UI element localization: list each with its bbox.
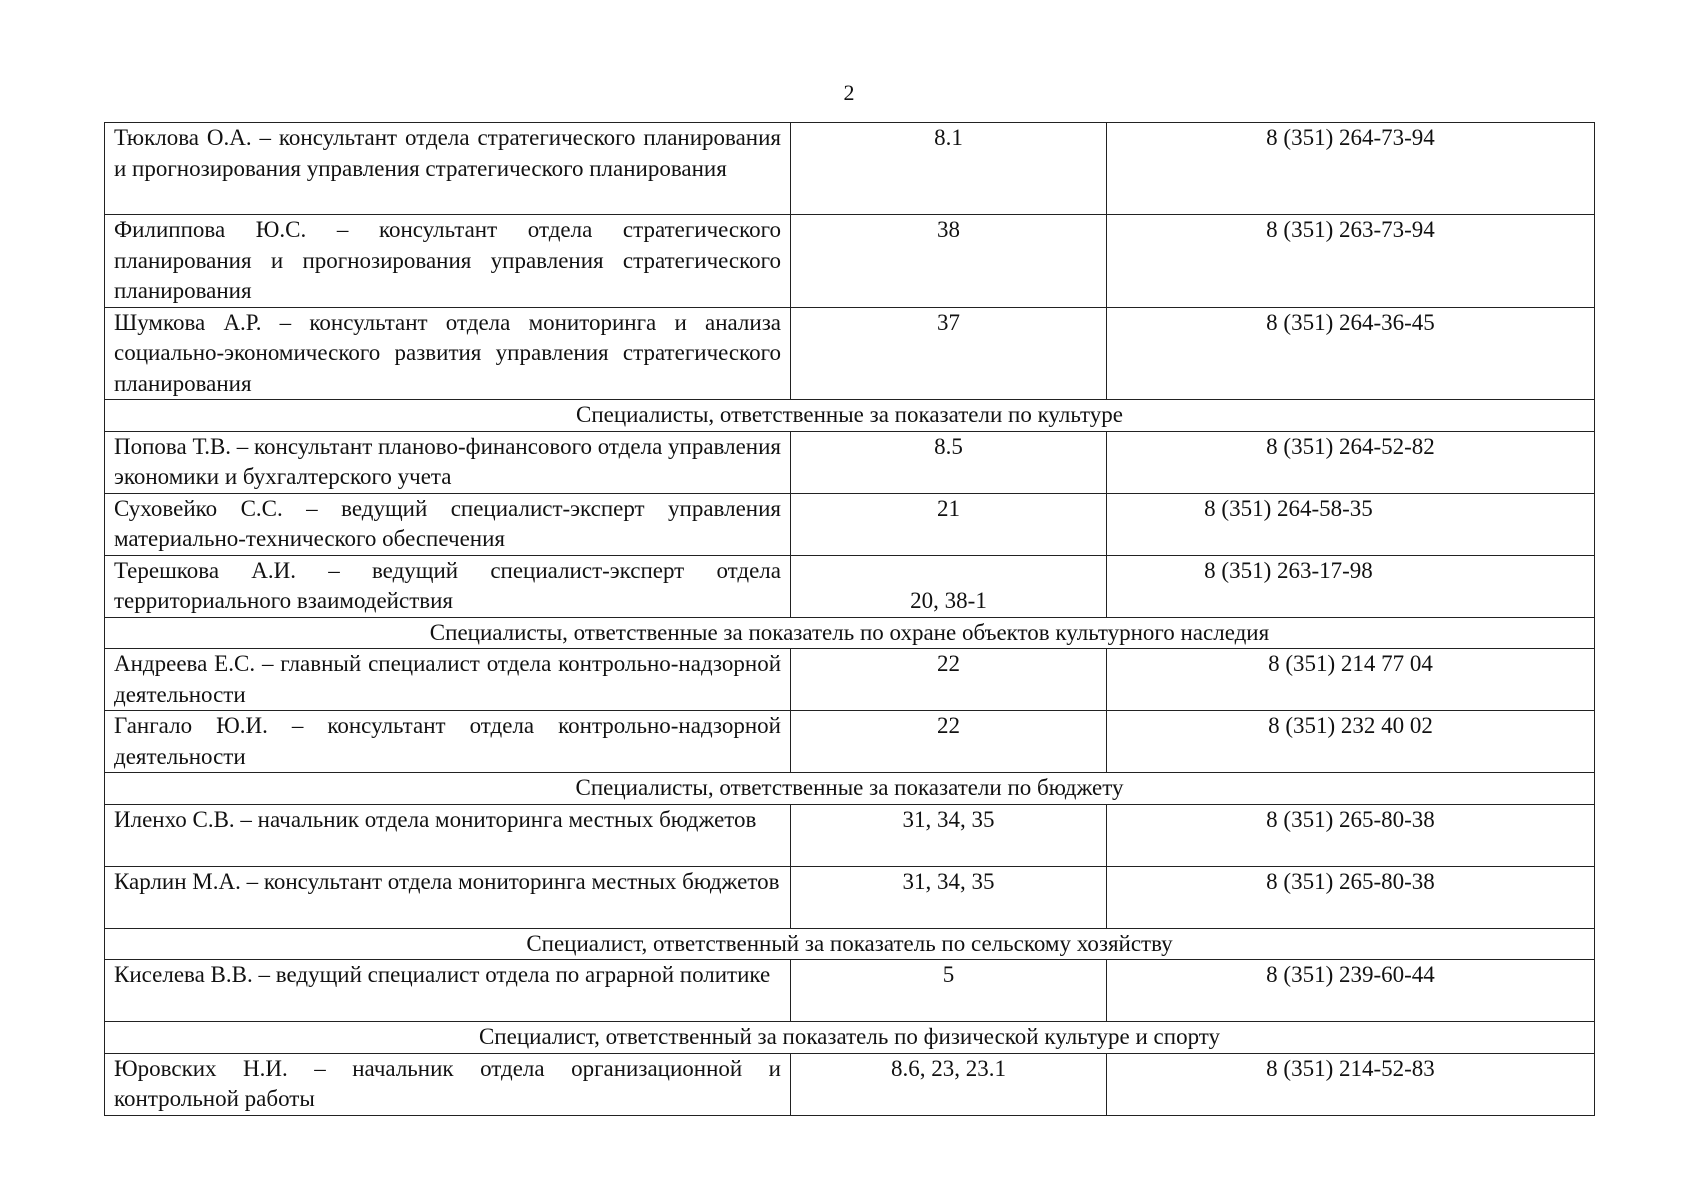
person-cell: Тюклова О.А. – консультант отдела стратегического планирования и прогнозирования управления стратегического планирования: [105, 123, 791, 215]
table-row: [105, 215, 1595, 308]
indicator-codes-cell: 37: [791, 307, 1107, 400]
section-title: Специалист, ответственный за показатель по физической культуре и спорту: [105, 1022, 1595, 1054]
person-cell: Иленхо С.В. – начальник отдела мониторинга местных бюджетов: [105, 804, 791, 866]
section-title: Специалист, ответственный за показатель по сельскому хозяйству: [105, 928, 1595, 960]
person-cell: Терешкова А.И. – ведущий специалист-эксперт отдела территориального взаимодействия: [105, 555, 791, 617]
table-row: [105, 711, 1595, 773]
person-cell: Карлин М.А. – консультант отдела мониторинга местных бюджетов: [105, 866, 791, 928]
table-row: [105, 804, 1595, 866]
section-title: Специалисты, ответственные за показатель по охране объектов культурного наследия: [105, 617, 1595, 649]
section-header-row: [105, 928, 1595, 960]
person-cell: Попова Т.В. – консультант планово-финансового отдела управления экономики и бухгалтерского учета: [105, 431, 791, 493]
person-cell: Гангало Ю.И. – консультант отдела контрольно-надзорной деятельности: [105, 711, 791, 773]
indicator-codes-cell: 5: [791, 960, 1107, 1022]
table-row: [105, 555, 1595, 617]
table-row: [105, 123, 1595, 215]
person-cell: Суховейко С.С. – ведущий специалист-эксперт управления материально-технического обеспечения: [105, 493, 791, 555]
table-row: [105, 866, 1595, 928]
page-number: 2: [843, 80, 855, 105]
section-header-row: [105, 773, 1595, 805]
person-cell: Шумкова А.Р. – консультант отдела мониторинга и анализа социально-экономического развития управления стратегического планирования: [105, 307, 791, 400]
person-cell: Юровских Н.И. – начальник отдела организационной и контрольной работы: [105, 1053, 791, 1115]
indicator-codes-cell: 20, 38-1: [791, 555, 1107, 617]
section-title: Специалисты, ответственные за показатели по бюджету: [105, 773, 1595, 805]
phone-cell: 8 (351) 264-73-94: [1107, 123, 1595, 215]
phone-cell: 8 (351) 214 77 04: [1107, 649, 1595, 711]
table-row: [105, 960, 1595, 1022]
phone-cell: 8 (351) 239-60-44: [1107, 960, 1595, 1022]
phone-cell: [1107, 493, 1595, 555]
phone-cell: 8 (351) 264-36-45: [1107, 307, 1595, 400]
phone-cell: 8 (351) 263-73-94: [1107, 215, 1595, 308]
indicator-codes-cell: 8.5: [791, 431, 1107, 493]
table-row: [105, 493, 1595, 555]
table-row: [105, 431, 1595, 493]
person-cell: Андреева Е.С. – главный специалист отдела контрольно-надзорной деятельности: [105, 649, 791, 711]
section-title: Специалисты, ответственные за показатели по культуре: [105, 400, 1595, 432]
section-header-row: [105, 617, 1595, 649]
phone-text: 8 (351) 264-58-35: [1204, 495, 1373, 521]
phone-cell: [1107, 555, 1595, 617]
indicator-codes-cell: 8.6, 23, 23.1: [791, 1053, 1107, 1115]
indicator-codes-cell: 31, 34, 35: [791, 866, 1107, 928]
contacts-table: [104, 122, 1595, 1116]
section-header-row: [105, 400, 1595, 432]
phone-text: 8 (351) 263-17-98: [1204, 557, 1373, 583]
phone-cell: 8 (351) 214-52-83: [1107, 1053, 1595, 1115]
table-row: [105, 649, 1595, 711]
phone-cell: 8 (351) 232 40 02: [1107, 711, 1595, 773]
indicator-codes-cell: 31, 34, 35: [791, 804, 1107, 866]
section-header-row: [105, 1022, 1595, 1054]
person-cell: Филиппова Ю.С. – консультант отдела стратегического планирования и прогнозирования управления стратегического планирования: [105, 215, 791, 308]
phone-cell: 8 (351) 265-80-38: [1107, 804, 1595, 866]
indicator-codes-cell: 21: [791, 493, 1107, 555]
indicator-codes-cell: 8.1: [791, 123, 1107, 215]
phone-cell: 8 (351) 265-80-38: [1107, 866, 1595, 928]
indicator-codes-cell: 22: [791, 711, 1107, 773]
person-cell: Киселева В.В. – ведущий специалист отдела по аграрной политике: [105, 960, 791, 1022]
table-row: [105, 1053, 1595, 1115]
indicator-codes-cell: 38: [791, 215, 1107, 308]
table-row: [105, 307, 1595, 400]
phone-cell: 8 (351) 264-52-82: [1107, 431, 1595, 493]
indicator-codes-cell: 22: [791, 649, 1107, 711]
